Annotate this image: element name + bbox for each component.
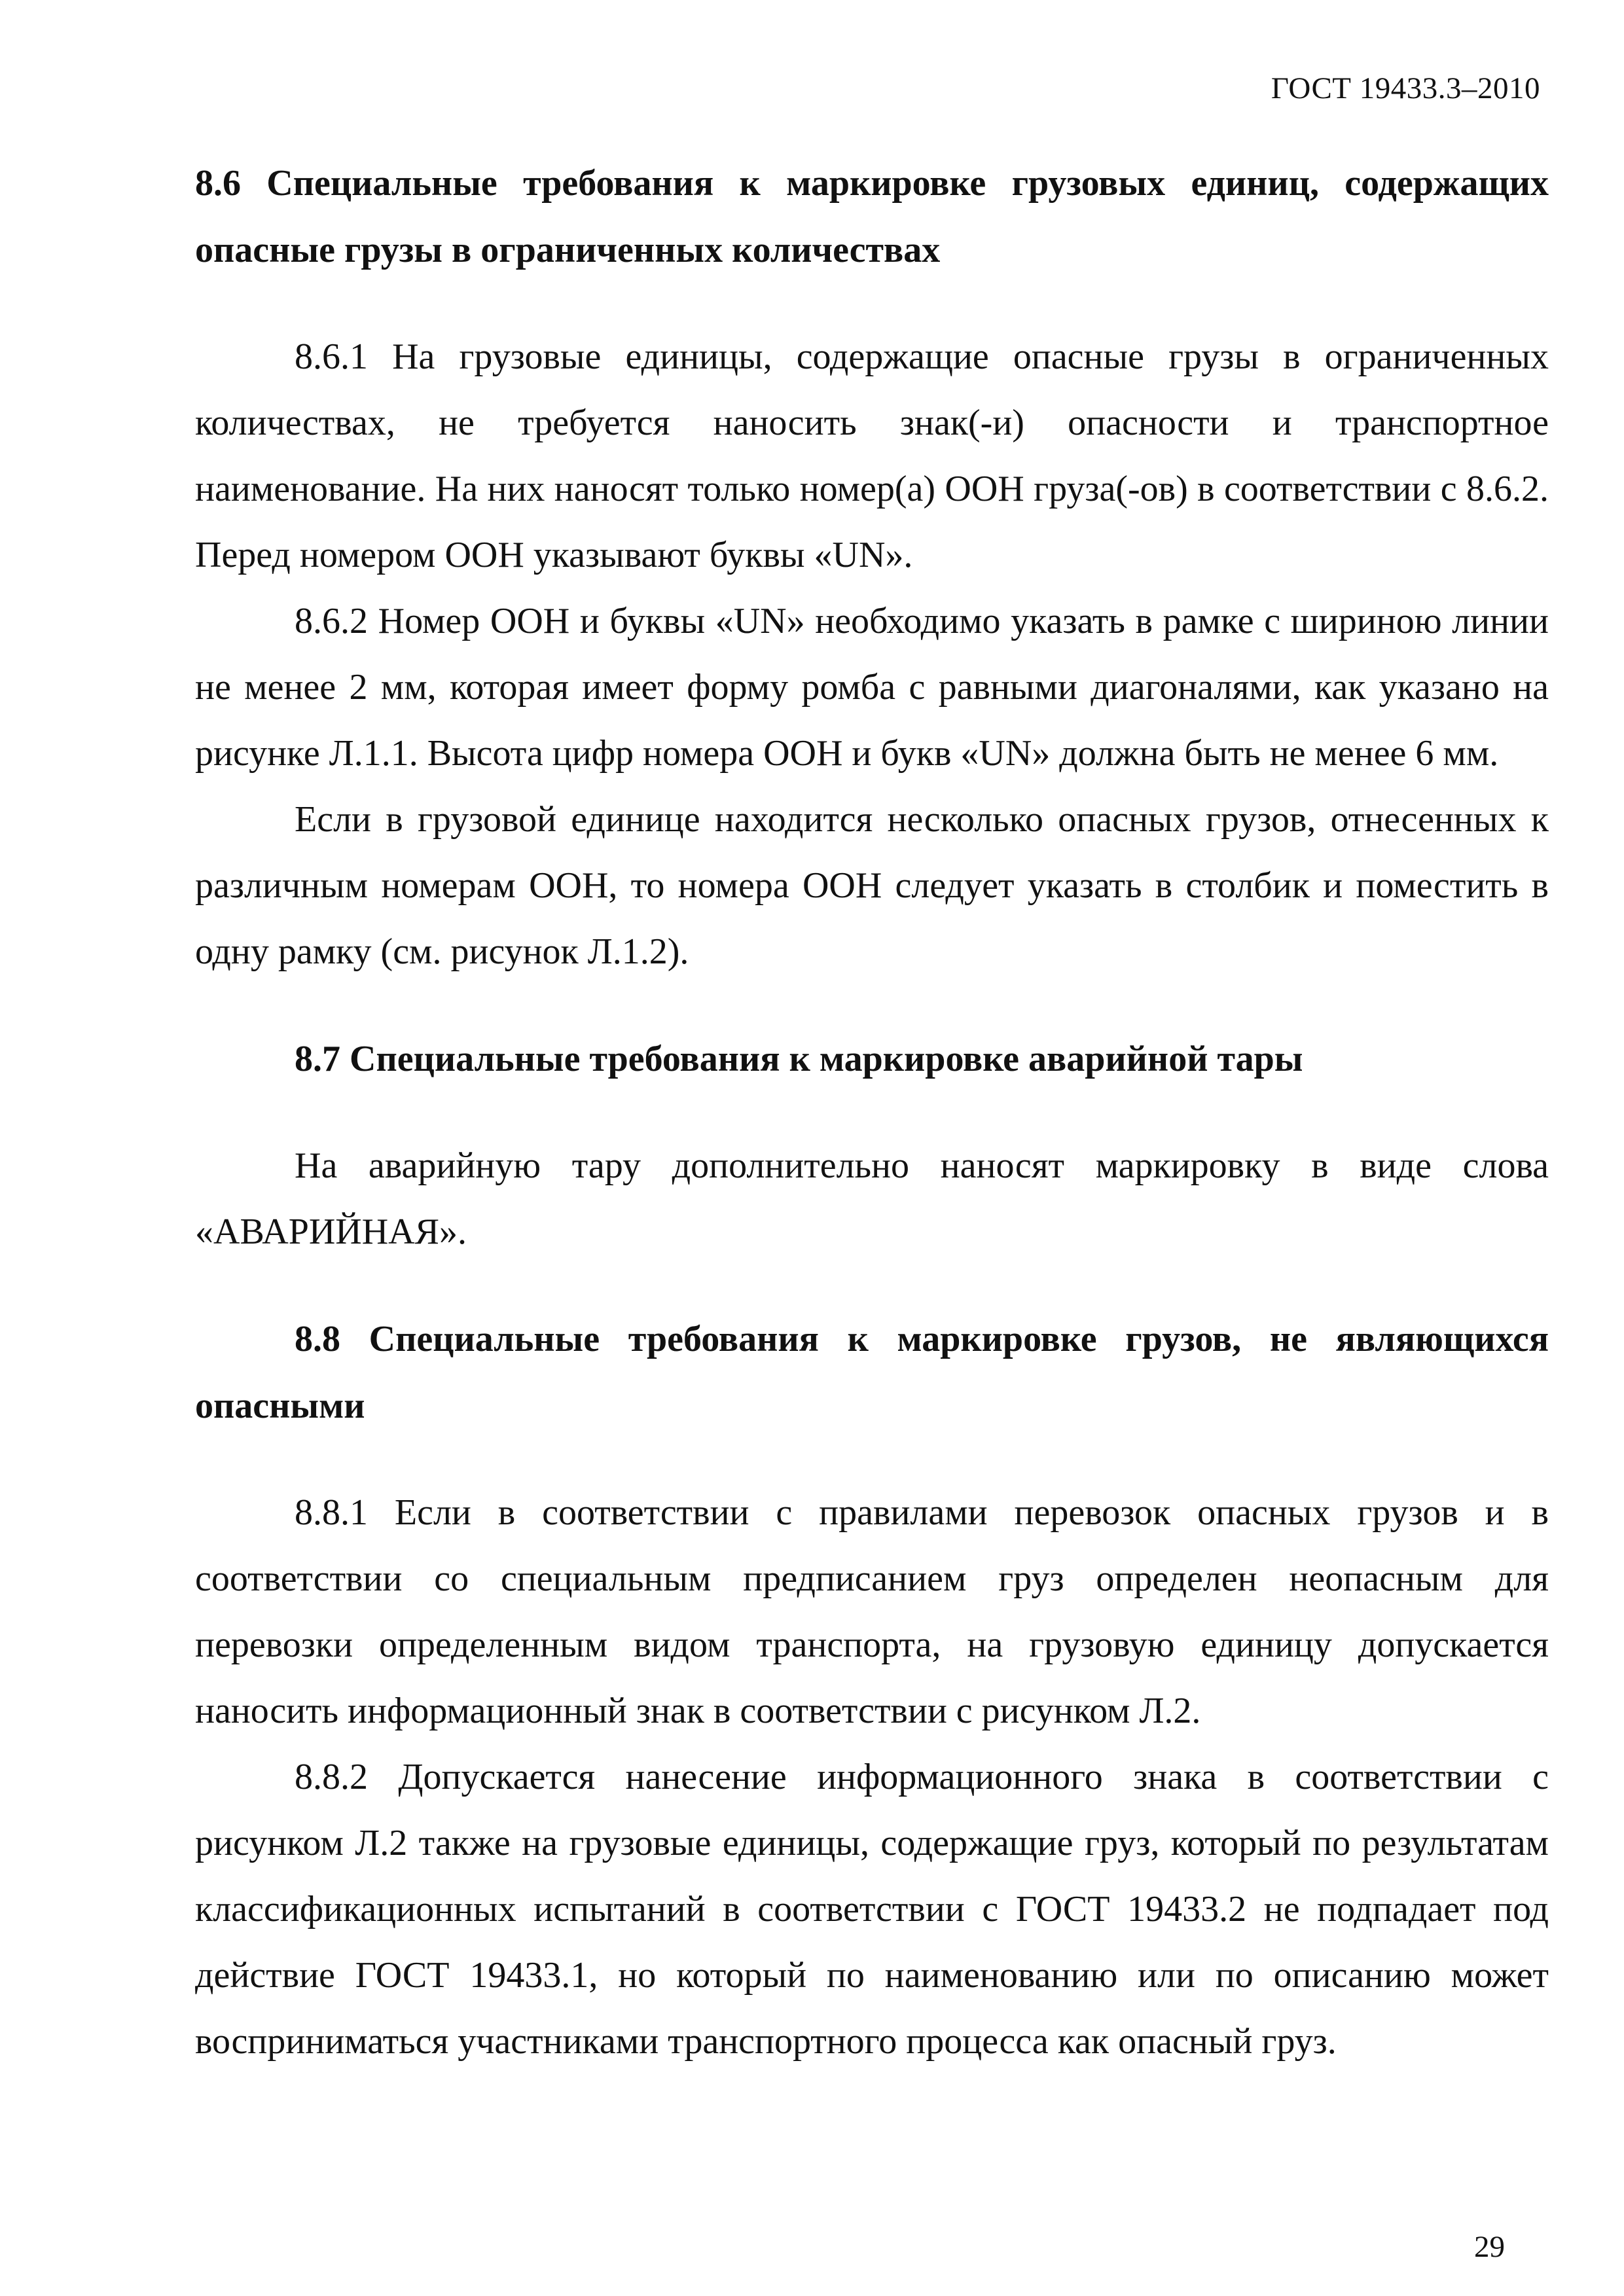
paragraph-8-8-2: 8.8.2 Допускается нанесение информационного знака в соответствии с рисунком Л.2 также на грузовые единицы, содержащие груз, который по результатам классификационных испытаний в соответствии с ГОСТ 19433.2 не подпадает под действие ГОСТ 19433.1, но который по наименованию или по описанию может восприниматься участниками транспортного процесса как опасный груз. [195, 1757, 1549, 2062]
paragraph-8-6-2: 8.6.2 Номер ООН и буквы «UN» необходимо указать в рамке с шириною линии не менее 2 мм, которая имеет форму ромба с равными диагоналями, как указано на рисунке Л.1.1. Высота цифр номера ООН и букв «UN» должна быть не менее 6 мм. [195, 601, 1549, 774]
spacer [195, 1092, 1549, 1133]
running-header: ГОСТ 19433.3–2010 [1271, 71, 1540, 105]
paragraph-8-6-2-cont: Если в грузовой единице находится несколько опасных грузов, отнесенных к различным номерам ООН, то номера ООН следует указать в столбик и поместить в одну рамку (см. рисунок Л.1.2). [195, 799, 1549, 972]
spacer [195, 1265, 1549, 1306]
section-heading-8-8: 8.8 Специальные требования к маркировке грузов, не являющихся опасными [195, 1319, 1549, 1426]
section-heading-8-6: 8.6 Специальные требования к маркировке грузовых единиц, содержащих опасные грузы в ограниченных количествах [195, 163, 1549, 270]
body-text [195, 150, 1549, 2075]
spacer [195, 1439, 1549, 1480]
section-heading-8-7: 8.7 Специальные требования к маркировке аварийной тары [295, 1039, 1303, 1079]
spacer [195, 985, 1549, 1026]
paragraph-8-8-1: 8.8.1 Если в соответствии с правилами перевозок опасных грузов и в соответствии со специальным предписанием груз определен неопасным для перевозки определенным видом транспорта, на грузовую единицу допускается наносить информационный знак в соответствии с рисунком Л.2. [195, 1492, 1549, 1731]
page-number: 29 [1474, 2230, 1505, 2264]
spacer [195, 283, 1549, 324]
paragraph-8-7: На аварийную тару дополнительно наносят маркировку в виде слова «АВАРИЙНАЯ». [195, 1145, 1549, 1252]
paragraph-8-6-1: 8.6.1 На грузовые единицы, содержащие опасные грузы в ограниченных количествах, не требуется наносить знак(-и) опасности и транспортное наименование. На них наносят только номер(а) ООН груза(-ов) в соответствии с 8.6.2. Перед номером ООН указывают буквы «UN». [195, 336, 1549, 575]
